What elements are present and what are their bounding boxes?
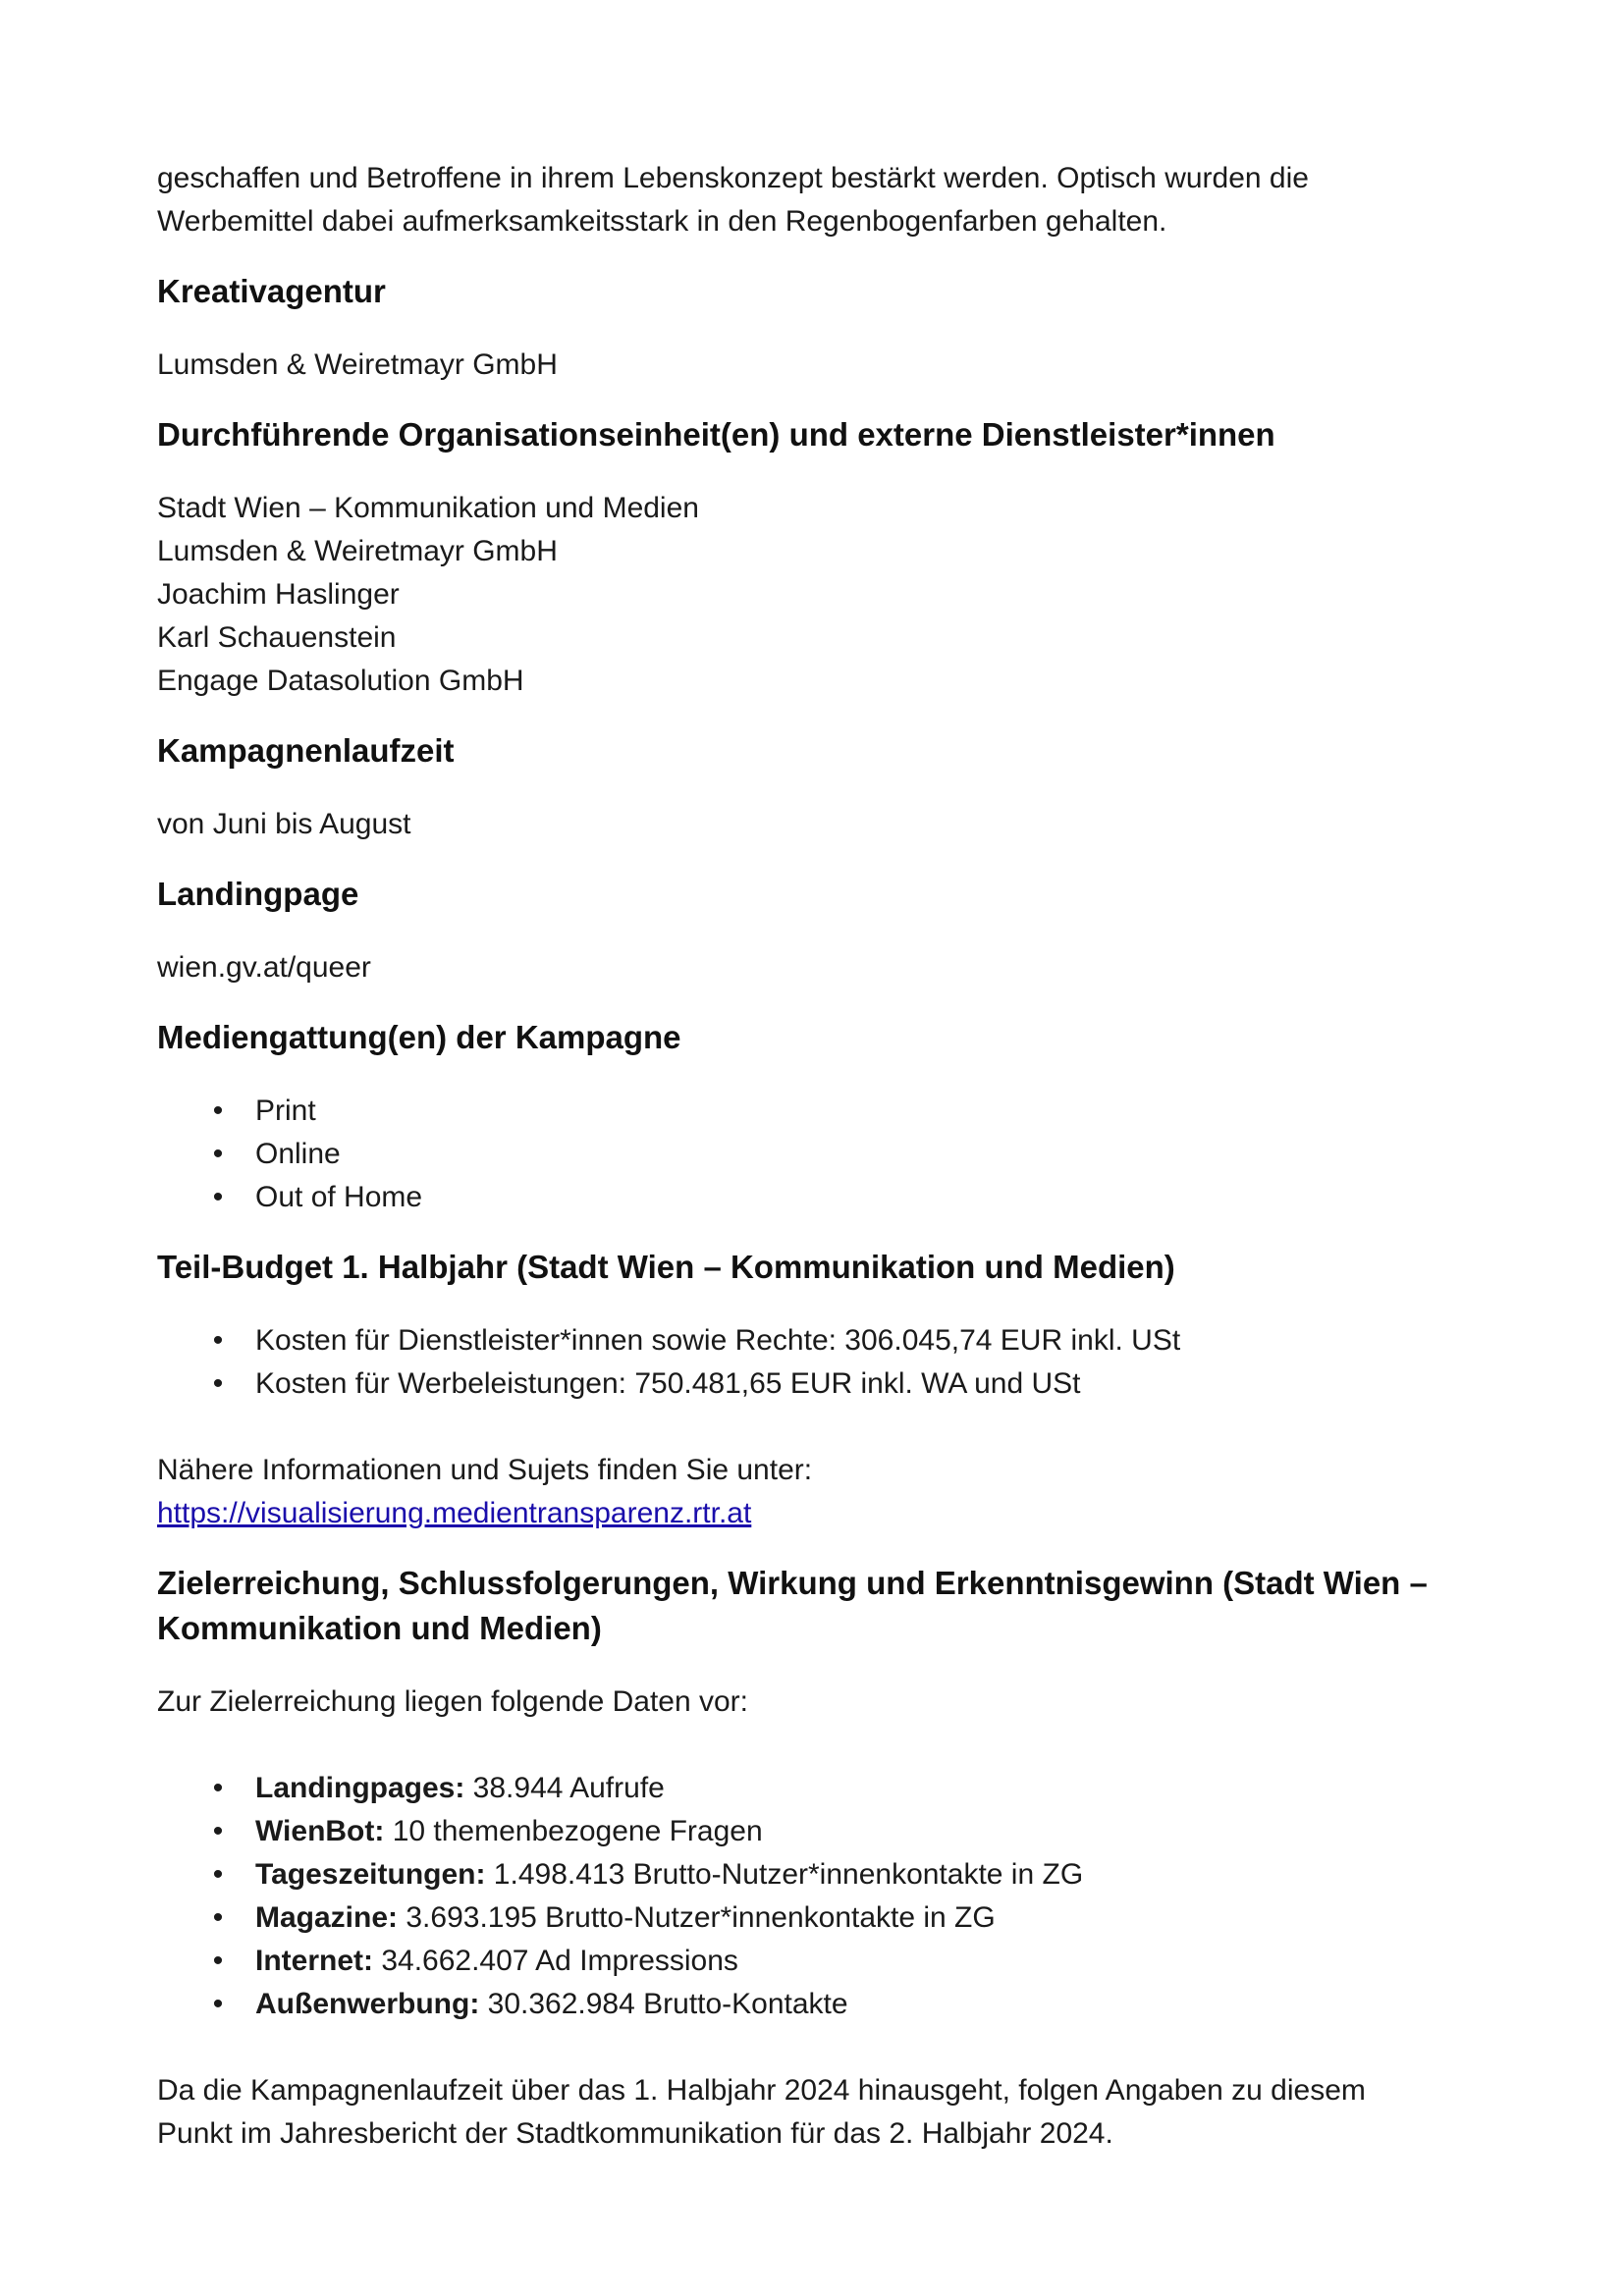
list-item [157, 1983, 1467, 2026]
metric-label: Außenwerbung: [255, 1988, 480, 2020]
organisation-line: Stadt Wien – Kommunikation und Medien [157, 492, 699, 524]
bullet-icon: • [212, 1988, 224, 2020]
kampagnenlaufzeit-text: von Juni bis August [157, 808, 411, 840]
zielerreichung-list [157, 1767, 1467, 2026]
budget-list [157, 1319, 1467, 1406]
bullet-icon: • [212, 1901, 224, 1934]
metric-value: 10 themenbezogene Fragen [384, 1815, 763, 1847]
metric-value: 1.498.413 Brutto-Nutzer*innenkontakte in ZG [485, 1858, 1084, 1891]
intro-paragraph [157, 157, 1467, 243]
bullet-icon: • [212, 1815, 224, 1847]
metric-label: Tageszeitungen: [255, 1858, 486, 1891]
bullet-icon: • [212, 1858, 224, 1891]
heading-kreativagentur: Kreativagentur [157, 273, 386, 309]
list-item-text: Print [255, 1095, 316, 1127]
metric-value: 3.693.195 Brutto-Nutzer*innenkontakte in ZG [398, 1901, 996, 1934]
list-item-text: Online [255, 1138, 341, 1170]
bullet-icon: • [212, 1772, 224, 1804]
info-paragraph [157, 1449, 1467, 1535]
list-item [157, 1362, 1467, 1406]
info-text: Nähere Informationen und Sujets finden Sie unter: [157, 1454, 813, 1486]
heading-landingpage: Landingpage [157, 876, 359, 912]
list-item [157, 1896, 1467, 1940]
heading-line: Zielerreichung, Schlussfolgerungen, Wirkung und Erkenntnisgewinn (Stadt Wien – [157, 1565, 1428, 1601]
heading-kampagnenlaufzeit: Kampagnenlaufzeit [157, 732, 455, 769]
closing-line: Da die Kampagnenlaufzeit über das 1. Halbjahr 2024 hinausgeht, folgen Angaben zu diesem [157, 2074, 1366, 2107]
organisation-line: Engage Datasolution GmbH [157, 665, 524, 697]
metric-label: Magazine: [255, 1901, 399, 1934]
bullet-icon: • [212, 1138, 224, 1170]
list-item-text: Kosten für Werbeleistungen: 750.481,65 EUR inkl. WA und USt [255, 1367, 1081, 1400]
list-item [157, 1176, 1467, 1219]
durchfuehrende-list [157, 487, 1467, 703]
metric-value: 38.944 Aufrufe [464, 1772, 665, 1804]
bullet-icon: • [212, 1181, 224, 1213]
heading-budget: Teil-Budget 1. Halbjahr (Stadt Wien – Kommunikation und Medien) [157, 1249, 1175, 1285]
closing-paragraph [157, 2069, 1467, 2156]
intro-line: Werbemittel dabei aufmerksamkeitsstark in den Regenbogenfarben gehalten. [157, 205, 1167, 238]
list-item-text: Kosten für Dienstleister*innen sowie Rechte: 306.045,74 EUR inkl. USt [255, 1324, 1181, 1357]
mediengattung-list [157, 1090, 1467, 1219]
organisation-line: Lumsden & Weiretmayr GmbH [157, 535, 558, 567]
metric-label: Landingpages: [255, 1772, 465, 1804]
organisation-line: Joachim Haslinger [157, 578, 400, 611]
zielerreichung-intro: Zur Zielerreichung liegen folgende Daten vor: [157, 1685, 749, 1718]
bullet-icon: • [212, 1945, 224, 1977]
bullet-icon: • [212, 1095, 224, 1127]
list-item [157, 1090, 1467, 1133]
list-item [157, 1853, 1467, 1896]
bullet-icon: • [212, 1367, 224, 1400]
list-item [157, 1810, 1467, 1853]
metric-label: WienBot: [255, 1815, 385, 1847]
bullet-icon: • [212, 1324, 224, 1357]
closing-line: Punkt im Jahresbericht der Stadtkommunikation für das 2. Halbjahr 2024. [157, 2117, 1113, 2150]
list-item-text: Out of Home [255, 1181, 423, 1213]
metric-value: 30.362.984 Brutto-Kontakte [479, 1988, 848, 2020]
intro-line: geschaffen und Betroffene in ihrem Lebenskonzept bestärkt werden. Optisch wurden die [157, 162, 1309, 194]
list-item [157, 1767, 1467, 1810]
list-item [157, 1940, 1467, 1983]
landingpage-text: wien.gv.at/queer [157, 951, 371, 984]
list-item [157, 1133, 1467, 1176]
medientransparenz-link[interactable]: https://visualisierung.medientransparenz.rtr.at [157, 1497, 752, 1529]
list-item [157, 1319, 1467, 1362]
kreativagentur-text: Lumsden & Weiretmayr GmbH [157, 348, 558, 381]
heading-line: Kommunikation und Medien) [157, 1610, 602, 1646]
heading-durchfuehrende: Durchführende Organisationseinheit(en) und externe Dienstleister*innen [157, 416, 1275, 453]
heading-mediengattung: Mediengattung(en) der Kampagne [157, 1019, 681, 1055]
metric-label: Internet: [255, 1945, 373, 1977]
heading-zielerreichung [157, 1561, 1467, 1651]
organisation-line: Karl Schauenstein [157, 621, 397, 654]
metric-value: 34.662.407 Ad Impressions [373, 1945, 738, 1977]
